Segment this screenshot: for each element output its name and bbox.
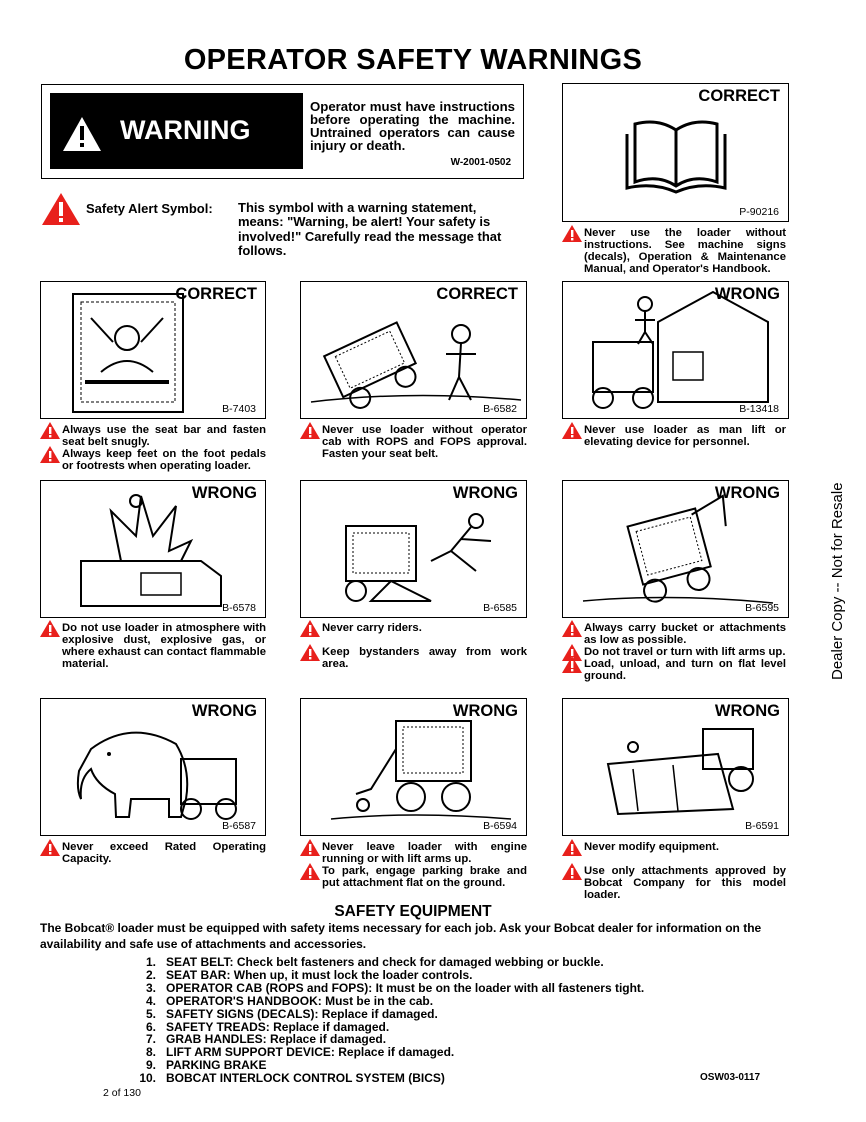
safety-equipment-list	[134, 956, 734, 1085]
safety-equipment-intro: The Bobcat® loader must be equipped with safety items necessary for each job. Ask your Bobcat dealer for information on the availability and safe use of attachments and accessories.	[40, 921, 762, 951]
panel-wrong-explosion	[40, 480, 266, 618]
caption-item: Never use loader without operator cab with ROPS and FOPS approval. Fasten your seat belt.	[300, 424, 527, 460]
caption-item: Never modify equipment.	[562, 841, 786, 853]
panel-correct-rops	[300, 281, 527, 419]
caption-item: Never carry riders.	[300, 622, 527, 634]
side-note: Dealer Copy -- Not for Resale	[829, 482, 846, 680]
caption-group	[562, 841, 786, 901]
safety-alert-symbol-icon	[41, 192, 81, 226]
caption-item: To park, engage parking brake and put attachment flat on the ground.	[300, 865, 527, 889]
alert-icon	[40, 620, 60, 637]
caption-item: Always keep feet on the foot pedals or footrests when operating loader.	[40, 448, 266, 472]
caption-group	[40, 841, 266, 865]
panel-code: B-6587	[222, 820, 256, 832]
panel-wrong-leave-running	[300, 698, 527, 836]
page-number: 2 of 130	[103, 1087, 141, 1099]
alert-icon	[300, 620, 320, 637]
panel-label: WRONG	[191, 484, 257, 502]
alert-icon	[562, 422, 582, 439]
warning-code: W-2001-0502	[450, 157, 511, 168]
panel-code: P-90216	[739, 206, 779, 218]
panel-code: B-6585	[483, 602, 517, 614]
panel-wrong-modify	[562, 698, 789, 836]
safety-alert-text: This symbol with a warning statement, means: "Warning, be alert! Your safety is involved!" Carefully read the message that follows.	[238, 200, 502, 259]
panel-label: WRONG	[191, 702, 257, 720]
panel-wrong-tipping	[562, 480, 789, 618]
caption-group	[562, 622, 786, 682]
alert-icon	[40, 446, 60, 463]
caption-group	[562, 424, 786, 448]
panel-label: CORRECT	[698, 87, 780, 105]
list-item: 2. SEAT BAR: When up, it must lock the loader controls.	[145, 967, 473, 982]
alert-icon	[562, 620, 582, 637]
panel-label: WRONG	[714, 702, 780, 720]
list-item: 4. OPERATOR'S HANDBOOK: Must be in the cab.	[145, 993, 434, 1008]
panel-wrong-riders	[300, 480, 527, 618]
panel-code: B-6594	[483, 820, 517, 832]
list-item: 5. SAFETY SIGNS (DECALS): Replace if damaged.	[145, 1006, 438, 1021]
panel-code: B-6591	[745, 820, 779, 832]
alert-icon	[300, 863, 320, 880]
alert-icon	[562, 656, 582, 673]
alert-icon	[40, 422, 60, 439]
panel-label: WRONG	[714, 484, 780, 502]
list-item: 1. SEAT BELT: Check belt fasteners and check for damaged webbing or buckle.	[145, 955, 604, 969]
alert-icon	[300, 839, 320, 856]
alert-icon	[300, 644, 320, 661]
panel-label: WRONG	[452, 702, 518, 720]
alert-icon	[300, 422, 320, 439]
caption-group	[40, 424, 266, 472]
caption-item: Always use the seat bar and fasten seat belt snugly.	[40, 424, 266, 448]
panel-code: B-7403	[222, 403, 256, 415]
panel-label: CORRECT	[175, 285, 257, 303]
panel-correct-seat-bar	[40, 281, 266, 419]
caption-item: Never use the loader without instructions. See machine signs (decals), Operation & Maintenance Manual, and Operator's Handbook.	[562, 227, 786, 275]
panel-label: CORRECT	[436, 285, 518, 303]
warning-banner	[50, 93, 303, 169]
caption-item: Use only attachments approved by Bobcat Company for this model loader.	[562, 865, 786, 901]
panel-correct-manual	[562, 83, 789, 222]
warning-heading: WARNING	[120, 115, 251, 145]
caption-group	[562, 227, 786, 275]
list-item: 10. BOBCAT INTERLOCK CONTROL SYSTEM (BICS)	[139, 1071, 445, 1086]
panel-label: WRONG	[452, 484, 518, 502]
list-item: 6. SAFETY TREADS: Replace if damaged.	[145, 1019, 390, 1034]
panel-code: B-6578	[222, 602, 256, 614]
caption-group	[300, 622, 527, 670]
alert-icon	[562, 839, 582, 856]
panel-wrong-man-lift	[562, 281, 789, 419]
panel-code: B-6582	[483, 403, 517, 415]
document-code: OSW03-0117	[700, 1072, 761, 1083]
list-item: 7. GRAB HANDLES: Replace if damaged.	[145, 1032, 387, 1047]
safety-equipment-title: SAFETY EQUIPMENT	[334, 903, 492, 920]
alert-icon	[40, 839, 60, 856]
caption-group	[40, 622, 266, 670]
panel-code: B-6595	[745, 602, 779, 614]
warning-text: Operator must have instructions before operating the machine. Untrained operators can cause injury or death.	[310, 99, 515, 153]
panel-code: B-13418	[739, 403, 779, 415]
panel-wrong-capacity	[40, 698, 266, 836]
safety-alert-label: Safety Alert Symbol:	[86, 201, 213, 216]
caption-group	[300, 841, 527, 889]
caption-group	[300, 424, 527, 460]
caption-item: Always carry bucket or attachments as low as possible.	[562, 622, 786, 646]
list-item: 9. PARKING BRAKE	[145, 1058, 267, 1073]
list-item: 3. OPERATOR CAB (ROPS and FOPS): It must be on the loader with all fasteners tight.	[145, 980, 645, 995]
caption-item: Load, unload, and turn on flat level ground.	[562, 658, 786, 682]
caption-item: Do not travel or turn with lift arms up.	[562, 646, 786, 658]
list-item: 8. LIFT ARM SUPPORT DEVICE: Replace if damaged.	[145, 1045, 455, 1060]
page-title: OPERATOR SAFETY WARNINGS	[183, 44, 643, 76]
alert-icon	[562, 225, 582, 242]
caption-item: Do not use loader in atmosphere with explosive dust, explosive gas, or where exhaust can contact flammable material.	[40, 622, 266, 670]
caption-item: Never exceed Rated Operating Capacity.	[40, 841, 266, 865]
caption-item: Never leave loader with engine running or with lift arms up.	[300, 841, 527, 865]
alert-icon	[562, 863, 582, 880]
warning-box	[41, 84, 524, 179]
panel-label: WRONG	[714, 285, 780, 303]
caption-item: Never use loader as man lift or elevating device for personnel.	[562, 424, 786, 448]
caption-item: Keep bystanders away from work area.	[300, 646, 527, 670]
